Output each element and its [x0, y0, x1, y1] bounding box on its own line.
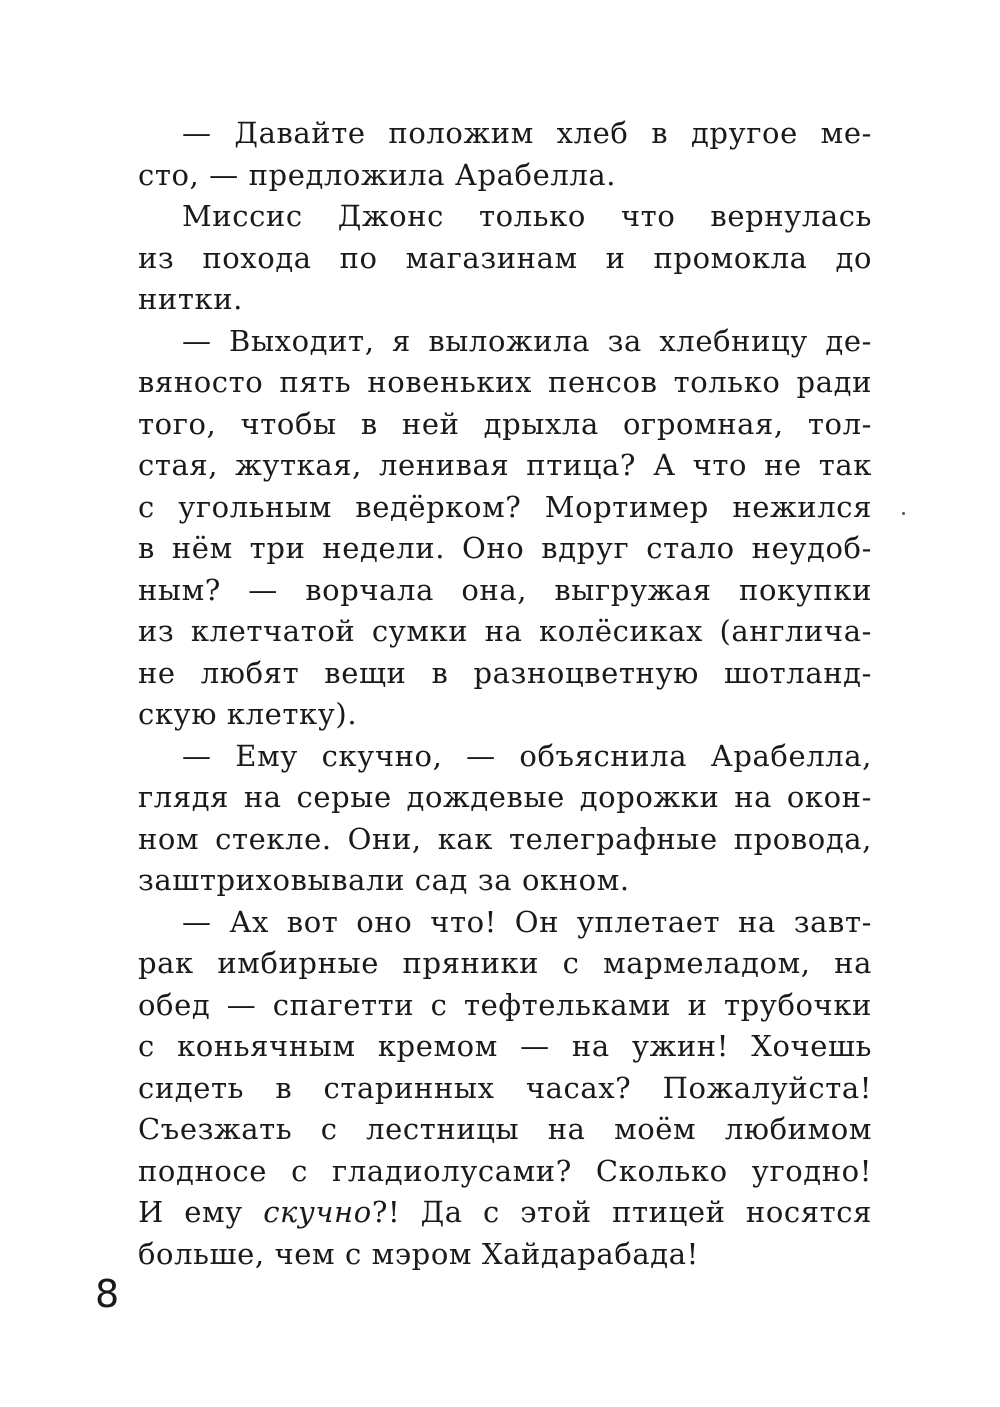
- text-line: глядя на серые дождевые дорожки на окон-: [138, 780, 872, 814]
- text-line: стая, жуткая, ленивая птица? А что не так: [138, 448, 872, 482]
- text-line: — Ах вот оно что! Он уплетает на завт-: [182, 904, 872, 939]
- text-line: не любят вещи в разноцветную шотланд-: [138, 655, 872, 690]
- text-line: с угольным ведёрком? Мортимер нежился: [138, 489, 872, 524]
- text-line: вяносто пять новеньких пенсов только ради: [138, 365, 872, 399]
- text-line: в нём три недели. Оно вдруг стало неудоб-: [138, 531, 872, 565]
- page-number: 8: [95, 1272, 120, 1316]
- text-line: ном стекле. Они, как телеграфные провода,: [138, 821, 872, 856]
- text-line: скую клетку).: [138, 697, 358, 731]
- text-line: И ему скучно?! Да с этой птицей носятся: [138, 1195, 872, 1229]
- text-line: из похода по магазинам и промокла до: [138, 240, 872, 275]
- text-line: подносе с гладиолусами? Сколько угодно!: [138, 1153, 872, 1188]
- text-line: больше, чем с мэром Хайдарабада!: [138, 1236, 699, 1271]
- text-line: — Ему скучно, — объяснила Арабелла,: [182, 738, 872, 773]
- text-line: сто, — предложила Арабелла.: [138, 157, 617, 192]
- text-line: обед — спагетти с тефтельками и трубочки: [138, 987, 872, 1022]
- text-line: сидеть в старинных часах? Пожалуйста!: [138, 1070, 872, 1105]
- text-line: Съезжать с лестницы на моём любимом: [138, 1112, 872, 1146]
- body-text: [138, 113, 872, 1275]
- text-line: из клетчатой сумки на колёсиках (англича-: [138, 614, 872, 648]
- print-speck: [902, 512, 905, 515]
- text-line: нитки.: [138, 282, 243, 316]
- text-line: — Выходит, я выложила за хлебницу де-: [182, 323, 872, 358]
- text-line: Миссис Джонс только что вернулась: [182, 199, 872, 233]
- text-line: с коньячным кремом — на ужин! Хочешь: [138, 1029, 872, 1063]
- text-line: рак имбирные пряники с мармеладом, на: [138, 946, 872, 980]
- text-line: ным? — ворчала она, выгружая покупки: [138, 572, 872, 607]
- text-line: того, чтобы в ней дрыхла огромная, тол-: [138, 406, 872, 441]
- text-line: — Давайте положим хлеб в другое ме-: [182, 116, 872, 150]
- text-line: заштриховывали сад за окном.: [138, 863, 630, 897]
- emphasized-word: скучно: [263, 1195, 372, 1229]
